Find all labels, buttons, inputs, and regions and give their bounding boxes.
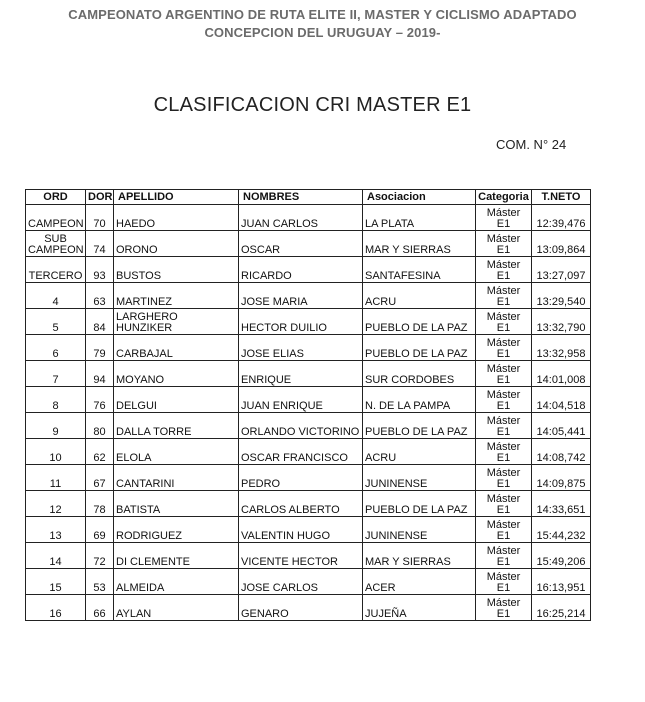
cell-asociacion: SANTAFESINA	[363, 257, 476, 283]
cell-dor: 84	[86, 309, 114, 335]
cell-tiempo: 13:29,540	[532, 283, 591, 309]
cell-apellido: MOYANO	[114, 361, 239, 387]
cell-apellido: AYLAN	[114, 595, 239, 621]
cell-asociacion: PUEBLO DE LA PAZ	[363, 309, 476, 335]
cell-ord: 7	[26, 361, 86, 387]
cell-apellido: DELGUI	[114, 387, 239, 413]
cell-ord: 8	[26, 387, 86, 413]
category-class: E1	[496, 426, 511, 438]
cell-tiempo: 14:08,742	[532, 439, 591, 465]
cell-categoria	[476, 569, 532, 595]
cell-dor: 78	[86, 491, 114, 517]
cell-ord: 6	[26, 335, 86, 361]
cell-ord: 5	[26, 309, 86, 335]
category-class: E1	[496, 296, 511, 308]
cell-dor: 94	[86, 361, 114, 387]
cell-asociacion: PUEBLO DE LA PAZ	[363, 335, 476, 361]
cell-nombres: JOSE ELIAS	[239, 335, 363, 361]
cell-ord: 13	[26, 517, 86, 543]
category-class: E1	[496, 322, 511, 334]
cell-dor: 66	[86, 595, 114, 621]
table-row	[26, 335, 591, 361]
cell-apellido: BATISTA	[114, 491, 239, 517]
category-class: E1	[496, 608, 511, 620]
category-level: Máster	[486, 233, 521, 245]
cell-nombres: OSCAR	[239, 231, 363, 257]
cell-dor: 63	[86, 283, 114, 309]
column-header-asociacion: Asociacion	[363, 190, 476, 205]
cell-categoria	[476, 439, 532, 465]
cell-dor: 67	[86, 465, 114, 491]
cell-ord: 16	[26, 595, 86, 621]
category-class: E1	[496, 244, 511, 256]
cell-nombres: PEDRO	[239, 465, 363, 491]
cell-ord: 11	[26, 465, 86, 491]
cell-apellido: DALLA TORRE	[114, 413, 239, 439]
cell-asociacion: JUJEÑA	[363, 595, 476, 621]
cell-asociacion: ACRU	[363, 439, 476, 465]
category-level: Máster	[486, 441, 521, 453]
cell-nombres: RICARDO	[239, 257, 363, 283]
event-location: CONCEPCION DEL URUGUAY – 2019-	[204, 25, 441, 40]
cell-categoria	[476, 491, 532, 517]
cell-categoria	[476, 465, 532, 491]
table-row	[26, 595, 591, 621]
category-level: Máster	[486, 597, 521, 609]
category-class: E1	[496, 452, 511, 464]
cell-apellido: ALMEIDA	[114, 569, 239, 595]
cell-ord: TERCERO	[26, 257, 86, 283]
table-row	[26, 283, 591, 309]
cell-categoria	[476, 543, 532, 569]
cell-categoria	[476, 361, 532, 387]
table-row	[26, 569, 591, 595]
cell-nombres: ENRIQUE	[239, 361, 363, 387]
cell-tiempo: 13:32,958	[532, 335, 591, 361]
cell-tiempo: 13:09,864	[532, 231, 591, 257]
cell-ord: CAMPEON	[26, 205, 86, 231]
category-class: E1	[496, 348, 511, 360]
cell-apellido: CANTARINI	[114, 465, 239, 491]
table-row	[26, 387, 591, 413]
table-row	[26, 491, 591, 517]
cell-tiempo: 15:49,206	[532, 543, 591, 569]
cell-apellido: RODRIGUEZ	[114, 517, 239, 543]
category-class: E1	[496, 530, 511, 542]
cell-apellido: BUSTOS	[114, 257, 239, 283]
cell-ord: 12	[26, 491, 86, 517]
document-header	[0, 6, 645, 42]
cell-dor: 80	[86, 413, 114, 439]
table-row	[26, 257, 591, 283]
cell-tiempo: 14:09,875	[532, 465, 591, 491]
cell-nombres: GENARO	[239, 595, 363, 621]
cell-nombres: CARLOS ALBERTO	[239, 491, 363, 517]
cell-categoria	[476, 231, 532, 257]
cell-nombres: JUAN ENRIQUE	[239, 387, 363, 413]
category-level: Máster	[486, 467, 521, 479]
cell-categoria	[476, 335, 532, 361]
cell-asociacion: PUEBLO DE LA PAZ	[363, 491, 476, 517]
table-header-row	[26, 190, 591, 205]
cell-dor: 62	[86, 439, 114, 465]
category-level: Máster	[486, 545, 521, 557]
column-header-ord: ORD	[26, 190, 86, 205]
cell-dor: 93	[86, 257, 114, 283]
cell-dor: 72	[86, 543, 114, 569]
cell-asociacion: N. DE LA PAMPA	[363, 387, 476, 413]
cell-asociacion: LA PLATA	[363, 205, 476, 231]
cell-ord: 10	[26, 439, 86, 465]
category-level: Máster	[486, 259, 521, 271]
cell-asociacion: JUNINENSE	[363, 517, 476, 543]
cell-nombres: VALENTIN HUGO	[239, 517, 363, 543]
cell-categoria	[476, 309, 532, 335]
cell-asociacion: SUR CORDOBES	[363, 361, 476, 387]
category-level: Máster	[486, 337, 521, 349]
category-level: Máster	[486, 389, 521, 401]
cell-apellido: MARTINEZ	[114, 283, 239, 309]
cell-apellido: CARBAJAL	[114, 335, 239, 361]
column-header-apellido: APELLIDO	[114, 190, 239, 205]
cell-tiempo: 14:33,651	[532, 491, 591, 517]
category-class: E1	[496, 478, 511, 490]
cell-tiempo: 15:44,232	[532, 517, 591, 543]
communique-number: COM. N° 24	[496, 137, 567, 152]
cell-categoria	[476, 283, 532, 309]
category-class: E1	[496, 504, 511, 516]
cell-asociacion: MAR Y SIERRAS	[363, 231, 476, 257]
cell-tiempo: 14:04,518	[532, 387, 591, 413]
category-level: Máster	[486, 415, 521, 427]
category-level: Máster	[486, 363, 521, 375]
category-class: E1	[496, 270, 511, 282]
table-row	[26, 231, 591, 257]
classification-title: CLASIFICACION CRI MASTER E1	[153, 94, 472, 116]
table-row	[26, 465, 591, 491]
cell-apellido: ELOLA	[114, 439, 239, 465]
category-level: Máster	[486, 207, 521, 219]
cell-apellido: HAEDO	[114, 205, 239, 231]
cell-categoria	[476, 205, 532, 231]
cell-apellido: ORONO	[114, 231, 239, 257]
results-body	[26, 205, 591, 621]
column-header-nombres: NOMBRES	[239, 190, 363, 205]
cell-nombres: OSCAR FRANCISCO	[239, 439, 363, 465]
cell-categoria	[476, 595, 532, 621]
table-row	[26, 517, 591, 543]
category-level: Máster	[486, 285, 521, 297]
cell-ord: SUB CAMPEON	[26, 231, 86, 257]
cell-ord: 4	[26, 283, 86, 309]
cell-ord: 9	[26, 413, 86, 439]
cell-asociacion: JUNINENSE	[363, 465, 476, 491]
cell-asociacion: ACRU	[363, 283, 476, 309]
cell-tiempo: 13:27,097	[532, 257, 591, 283]
cell-ord: 15	[26, 569, 86, 595]
table-row	[26, 439, 591, 465]
cell-apellido: LARGHERO HUNZIKER	[114, 309, 239, 335]
cell-nombres: ORLANDO VICTORINO	[239, 413, 363, 439]
table-row	[26, 361, 591, 387]
table-row	[26, 205, 591, 231]
cell-asociacion: ACER	[363, 569, 476, 595]
cell-nombres: JUAN CARLOS	[239, 205, 363, 231]
cell-tiempo: 13:32,790	[532, 309, 591, 335]
championship-title: CAMPEONATO ARGENTINO DE RUTA ELITE II, MASTER Y CICLISMO ADAPTADO	[68, 7, 577, 22]
category-level: Máster	[486, 493, 521, 505]
results-table	[25, 189, 591, 621]
cell-tiempo: 14:05,441	[532, 413, 591, 439]
column-header-tiempo: T.NETO	[532, 190, 591, 205]
cell-apellido: DI CLEMENTE	[114, 543, 239, 569]
category-level: Máster	[486, 519, 521, 531]
cell-tiempo: 16:25,214	[532, 595, 591, 621]
cell-categoria	[476, 387, 532, 413]
category-class: E1	[496, 218, 511, 230]
cell-nombres: VICENTE HECTOR	[239, 543, 363, 569]
column-header-dor: DOR	[86, 190, 114, 205]
category-class: E1	[496, 374, 511, 386]
cell-nombres: JOSE CARLOS	[239, 569, 363, 595]
category-class: E1	[496, 556, 511, 568]
cell-tiempo: 16:13,951	[532, 569, 591, 595]
cell-categoria	[476, 517, 532, 543]
cell-categoria	[476, 257, 532, 283]
category-class: E1	[496, 400, 511, 412]
category-level: Máster	[486, 571, 521, 583]
cell-dor: 70	[86, 205, 114, 231]
category-class: E1	[496, 582, 511, 594]
category-level: Máster	[486, 311, 521, 323]
cell-asociacion: PUEBLO DE LA PAZ	[363, 413, 476, 439]
table-row	[26, 309, 591, 335]
cell-dor: 74	[86, 231, 114, 257]
cell-dor: 69	[86, 517, 114, 543]
table-row	[26, 543, 591, 569]
cell-ord: 14	[26, 543, 86, 569]
cell-dor: 79	[86, 335, 114, 361]
cell-categoria	[476, 413, 532, 439]
cell-dor: 76	[86, 387, 114, 413]
column-header-categoria: Categoria	[476, 190, 532, 205]
cell-nombres: HECTOR DUILIO	[239, 309, 363, 335]
cell-tiempo: 12:39,476	[532, 205, 591, 231]
cell-tiempo: 14:01,008	[532, 361, 591, 387]
cell-nombres: JOSE MARIA	[239, 283, 363, 309]
cell-dor: 53	[86, 569, 114, 595]
table-row	[26, 413, 591, 439]
cell-asociacion: MAR Y SIERRAS	[363, 543, 476, 569]
